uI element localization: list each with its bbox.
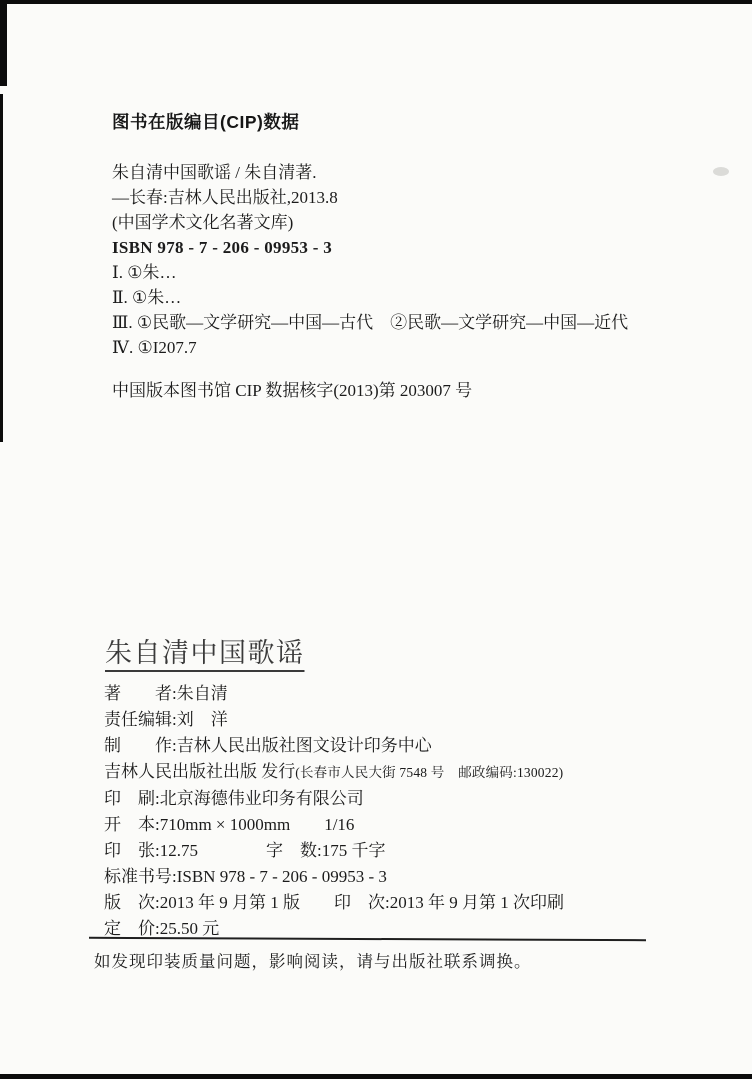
printer-line: 印 刷:北京海德伟业印务有限公司 xyxy=(104,789,364,808)
cip-line-entry-1: Ⅰ. ①朱… xyxy=(112,263,177,282)
publisher-line xyxy=(104,759,564,786)
publication-info-block xyxy=(104,681,564,942)
cip-line-entry-2: Ⅱ. ①朱… xyxy=(112,288,182,307)
cip-data-block xyxy=(112,109,628,401)
editor-line: 责任编辑:刘 洋 xyxy=(104,710,228,729)
format-line: 开 本:710mm × 1000mm 1/16 xyxy=(104,815,355,834)
price-line: 定 价:25.50 元 xyxy=(104,919,220,938)
cip-line-imprint: —长春:吉林人民出版社,2013.8 xyxy=(112,188,338,207)
scan-smudge xyxy=(713,167,729,176)
publisher-address: (长春市人民大街 7548 号 邮政编码:130022) xyxy=(295,765,564,780)
isbn-line: 标准书号:ISBN 978 - 7 - 206 - 09953 - 3 xyxy=(104,867,387,886)
quality-note: 如发现印装质量问题，影响阅读，请与出版社联系调换。 xyxy=(94,952,532,971)
edition-line: 版 次:2013 年 9 月第 1 版 印 次:2013 年 9 月第 1 次印刷 xyxy=(104,893,564,912)
cip-header: 图书在版编目(CIP)数据 xyxy=(112,112,300,132)
production-line: 制 作:吉林人民出版社图文设计印务中心 xyxy=(104,736,432,755)
scan-edge-top xyxy=(0,0,752,4)
book-title: 朱自清中国歌谣 xyxy=(105,638,305,668)
scan-edge-left-thick xyxy=(0,0,7,86)
cip-line-entry-4: Ⅳ. ①I207.7 xyxy=(112,338,197,357)
publisher-name: 吉林人民出版社出版 发行 xyxy=(104,762,296,781)
cip-line-isbn: ISBN 978 - 7 - 206 - 09953 - 3 xyxy=(112,238,333,257)
scan-edge-bottom xyxy=(0,1074,752,1079)
cip-lines xyxy=(112,160,628,360)
author-line: 著 者:朱自清 xyxy=(104,684,228,703)
cip-line-series: (中国学术文化名著文库) xyxy=(112,213,294,232)
cip-line-entry-3: Ⅲ. ①民歌—文学研究—中国—古代 ②民歌—文学研究—中国—近代 xyxy=(112,313,629,332)
cip-line-title-statement: 朱自清中国歌谣 / 朱自清著. xyxy=(112,163,317,182)
sheets-line: 印 张:12.75 字 数:175 千字 xyxy=(104,841,386,860)
scan-edge-left-thin xyxy=(0,94,3,442)
cip-record-number: 中国版本图书馆 CIP 数据核字(2013)第 203007 号 xyxy=(112,381,473,400)
